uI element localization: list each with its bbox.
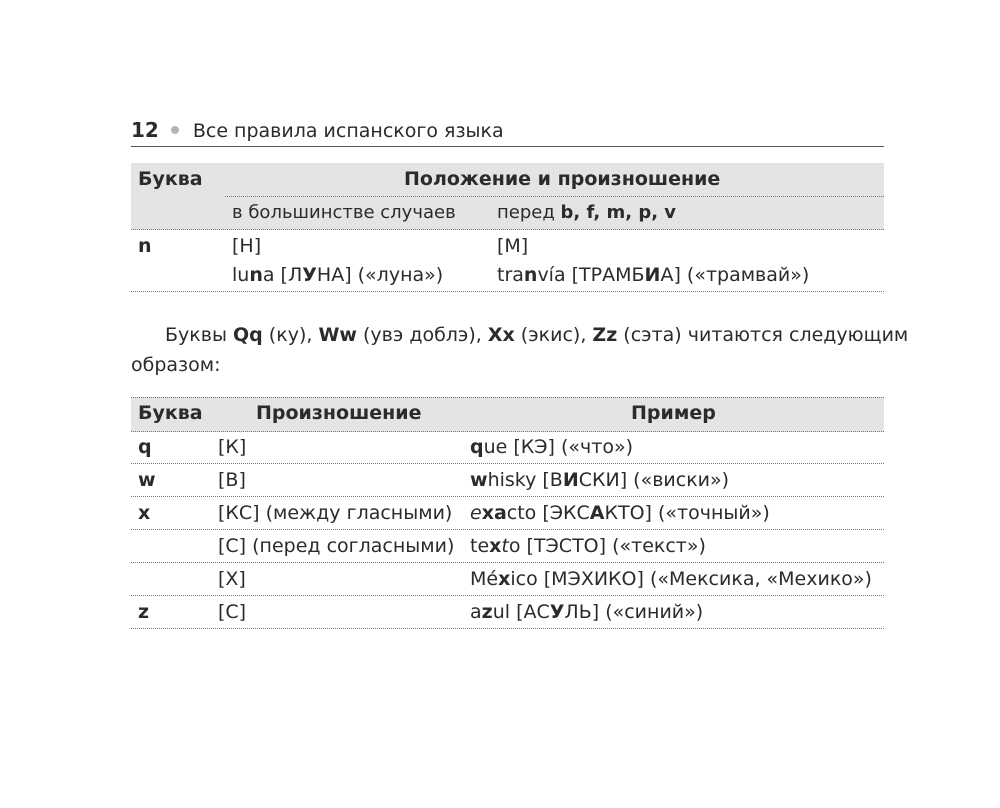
row-pron: [С] bbox=[218, 601, 247, 623]
row-letter: w bbox=[138, 469, 156, 491]
table1-col-position: Положение и произношение bbox=[404, 168, 721, 190]
row-pron: [С] (перед согласными) bbox=[218, 535, 455, 557]
row-pron: [В] bbox=[218, 469, 246, 491]
example-luna: luna [ЛУНА] («луна») bbox=[232, 264, 444, 286]
row-pron: [К] bbox=[218, 436, 247, 458]
row-letter: q bbox=[138, 436, 152, 458]
sub-before-letters: b, f, m, p, v bbox=[560, 202, 677, 223]
body-paragraph bbox=[131, 320, 909, 380]
table-row bbox=[131, 497, 884, 530]
running-header bbox=[131, 116, 884, 147]
row-example: whisky [ВИСКИ] («виски») bbox=[470, 469, 730, 491]
paragraph-line-2: образом: bbox=[131, 354, 221, 376]
table2-header-row bbox=[131, 397, 884, 432]
row-example: que [КЭ] («что») bbox=[470, 436, 633, 458]
table-row bbox=[131, 563, 884, 596]
table-row bbox=[131, 530, 884, 563]
example-tranvia: tranvía [ТРАМБИА] («трамвай») bbox=[497, 264, 810, 286]
table1-sub-most: в большинстве случаев bbox=[232, 202, 456, 223]
row-example: exacto [ЭКСАКТО] («точный») bbox=[470, 502, 770, 524]
sound-most: [Н] bbox=[232, 235, 262, 257]
table1-col-letter: Буква bbox=[138, 168, 203, 190]
row-pron: [КС] (между гласными) bbox=[218, 502, 453, 524]
sub-before-prefix: перед bbox=[497, 202, 561, 223]
row-letter: x bbox=[138, 502, 151, 524]
book-title: Все правила испанского языка bbox=[192, 120, 504, 142]
bullet-dot-icon bbox=[171, 126, 179, 134]
table2-col-letter: Буква bbox=[138, 402, 203, 424]
row-letter: z bbox=[138, 601, 150, 623]
row-pron: [Х] bbox=[218, 568, 246, 590]
row-example: texto [ТЭСТО] («текст») bbox=[470, 535, 706, 557]
table-row bbox=[131, 464, 884, 497]
table-row bbox=[131, 596, 884, 629]
table1-header-row bbox=[131, 163, 884, 197]
paragraph-line-1: Буквы Qq (ку), Ww (увэ доблэ), Xx (экис), Zz (сэта) читаются следующим bbox=[165, 324, 909, 346]
table1-sub-before bbox=[497, 202, 676, 223]
row-example: México [МЭХИКО] («Мексика, «Мехико») bbox=[470, 568, 872, 590]
table1-row-n bbox=[131, 229, 884, 292]
row-example: azul [АСУЛЬ] («синий») bbox=[470, 601, 704, 623]
table2-col-pron: Произношение bbox=[256, 402, 422, 424]
table1-subheader-row bbox=[131, 197, 884, 230]
table-row bbox=[131, 431, 884, 464]
page-number: 12 bbox=[131, 118, 159, 142]
sound-before: [М] bbox=[497, 235, 529, 257]
table2-col-example: Пример bbox=[631, 402, 716, 424]
letter-n: n bbox=[138, 235, 152, 257]
